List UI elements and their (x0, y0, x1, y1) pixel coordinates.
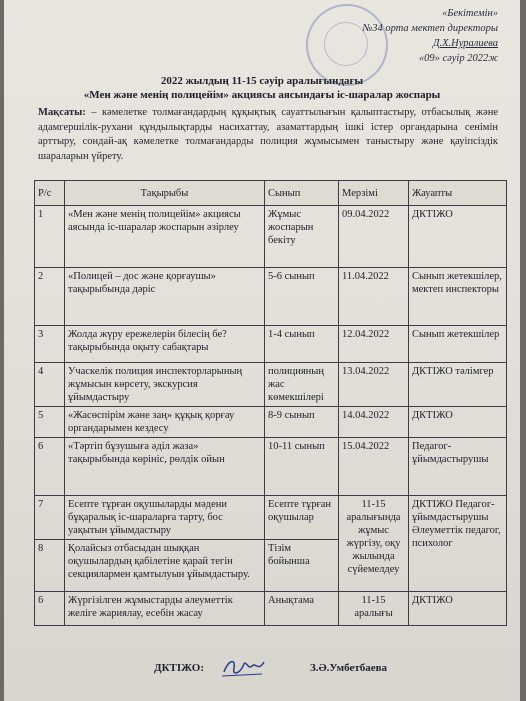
row-topic: «Жасөспірім және заң» құқық қорғау органдарымен кездесу (65, 407, 265, 438)
table-row (35, 407, 507, 438)
purpose-text: – кәмелетке толмағандардың құқықтық сауаттылығын қалыптастыру, отбасылық және адамгершілік-рухани құндылықтарды насихаттау, азаматтардың ішкі істер органдарына сенімін арттыру, сондай-ақ кәмелетке толмағандарды полиция жұмысымен таныстыру және қауіпсіздік шараларын үйрету. (38, 107, 498, 162)
table-row (35, 438, 507, 496)
row-num: 7 (35, 496, 65, 540)
row-responsible: ДКТІЖО тәлімгер (409, 363, 507, 407)
row-num: 2 (35, 268, 65, 326)
row-topic: «Тәртіп бұзушыға әділ жаза» тақырыбында көрініс, рөлдік ойын (65, 438, 265, 496)
row-date: 14.04.2022 (339, 407, 409, 438)
row-num: 6 (35, 438, 65, 496)
header-num: Р/с (35, 181, 65, 206)
row-topic: «Полицей – дос және қорғаушы» тақырыбында дәріс (65, 268, 265, 326)
row-date: 11-15 аралығында жұмыс жүргізу, оқу жылында сүйемелдеу (339, 496, 409, 592)
row-topic: Учаскелік полиция инспекторларының жұмысын көрсету, экскурсия ұйымдастыру (65, 363, 265, 407)
row-class: Анықтама (265, 592, 339, 626)
table-row (35, 496, 507, 540)
document-page (4, 0, 520, 701)
approval-line-3: Д.Х.Нуралиева (432, 38, 498, 49)
row-class: Есепте тұрған оқушылар (265, 496, 339, 540)
table-row (35, 206, 507, 268)
header-date: Мерзімі (339, 181, 409, 206)
row-topic: «Мен және менің полицейім» акциясы аясында іс-шаралар жоспарын әзірлеу (65, 206, 265, 268)
row-date: 12.04.2022 (339, 326, 409, 363)
row-class: полицияның жас көмекшілері (265, 363, 339, 407)
row-topic: Жүргізілген жұмыстарды әлеуметтік желіге жариялау, есебін жасау (65, 592, 265, 626)
footer-label: ДКТІЖО: (154, 662, 204, 674)
purpose-paragraph (38, 106, 498, 164)
row-date: 15.04.2022 (339, 438, 409, 496)
row-class: 8-9 сынып (265, 407, 339, 438)
row-topic: Қолайсыз отбасыдан шыққан оқушылардың қабілетіне қарай тегін секциялармен қамтылуын ұйымдастыру. (65, 540, 265, 592)
row-num: 1 (35, 206, 65, 268)
row-responsible: ДКТІЖО (409, 206, 507, 268)
row-num: 3 (35, 326, 65, 363)
row-responsible: Педагог-ұйымдастырушы (409, 438, 507, 496)
table-header-row (35, 181, 507, 206)
approval-line-1: «Бекітемін» (442, 8, 498, 19)
footer-name: З.Ә.Умбетбаева (310, 662, 388, 674)
row-num: 8 (35, 540, 65, 592)
row-class: 1-4 сынып (265, 326, 339, 363)
title-line-1: 2022 жылдың 11-15 сәуір аралығындағы (160, 75, 364, 87)
row-num: 5 (35, 407, 65, 438)
approval-line-4: «09» сәуір 2022ж (418, 53, 498, 64)
signature-icon (218, 654, 268, 680)
approval-block (308, 6, 498, 66)
approval-line-2: №34 орта мектеп директоры (362, 23, 498, 34)
title-line-2: «Мен және менің полицейім» акциясы аясындағы іс-шаралар жоспары (83, 89, 441, 101)
header-class: Сынып (265, 181, 339, 206)
row-date: 11-15 аралығы (339, 592, 409, 626)
row-num: 4 (35, 363, 65, 407)
table-row (35, 268, 507, 326)
row-topic: Есепте тұрған оқушыларды мәдени бұқаралық іс-шараларға тарту, бос уақытын ұйымдастыру (65, 496, 265, 540)
plan-table (34, 180, 507, 626)
row-responsible: ДКТІЖО Педагог-ұйымдастырушы Әлеуметтік педагог, психолог (409, 496, 507, 592)
document-title (4, 74, 520, 102)
header-responsible: Жауапты (409, 181, 507, 206)
table-row (35, 592, 507, 626)
header-topic: Тақырыбы (65, 181, 265, 206)
row-topic: Жолда жүру ережелерін білесің бе? тақырыбында оқыту сабақтары (65, 326, 265, 363)
row-responsible: ДКТІЖО (409, 592, 507, 626)
row-date: 11.04.2022 (339, 268, 409, 326)
table-row (35, 363, 507, 407)
row-class: Жұмыс жоспарын бекіту (265, 206, 339, 268)
row-date: 09.04.2022 (339, 206, 409, 268)
row-responsible: ДКТІЖО (409, 407, 507, 438)
row-class: Тізім бойынша (265, 540, 339, 592)
row-num: 6 (35, 592, 65, 626)
row-class: 10-11 сынып (265, 438, 339, 496)
row-date: 13.04.2022 (339, 363, 409, 407)
table-row (35, 326, 507, 363)
row-class: 5-6 сынып (265, 268, 339, 326)
row-responsible: Сынып жетекшілер, мектеп инспекторы (409, 268, 507, 326)
purpose-label: Мақсаты: (38, 107, 86, 118)
row-responsible: Сынып жетекшілер (409, 326, 507, 363)
